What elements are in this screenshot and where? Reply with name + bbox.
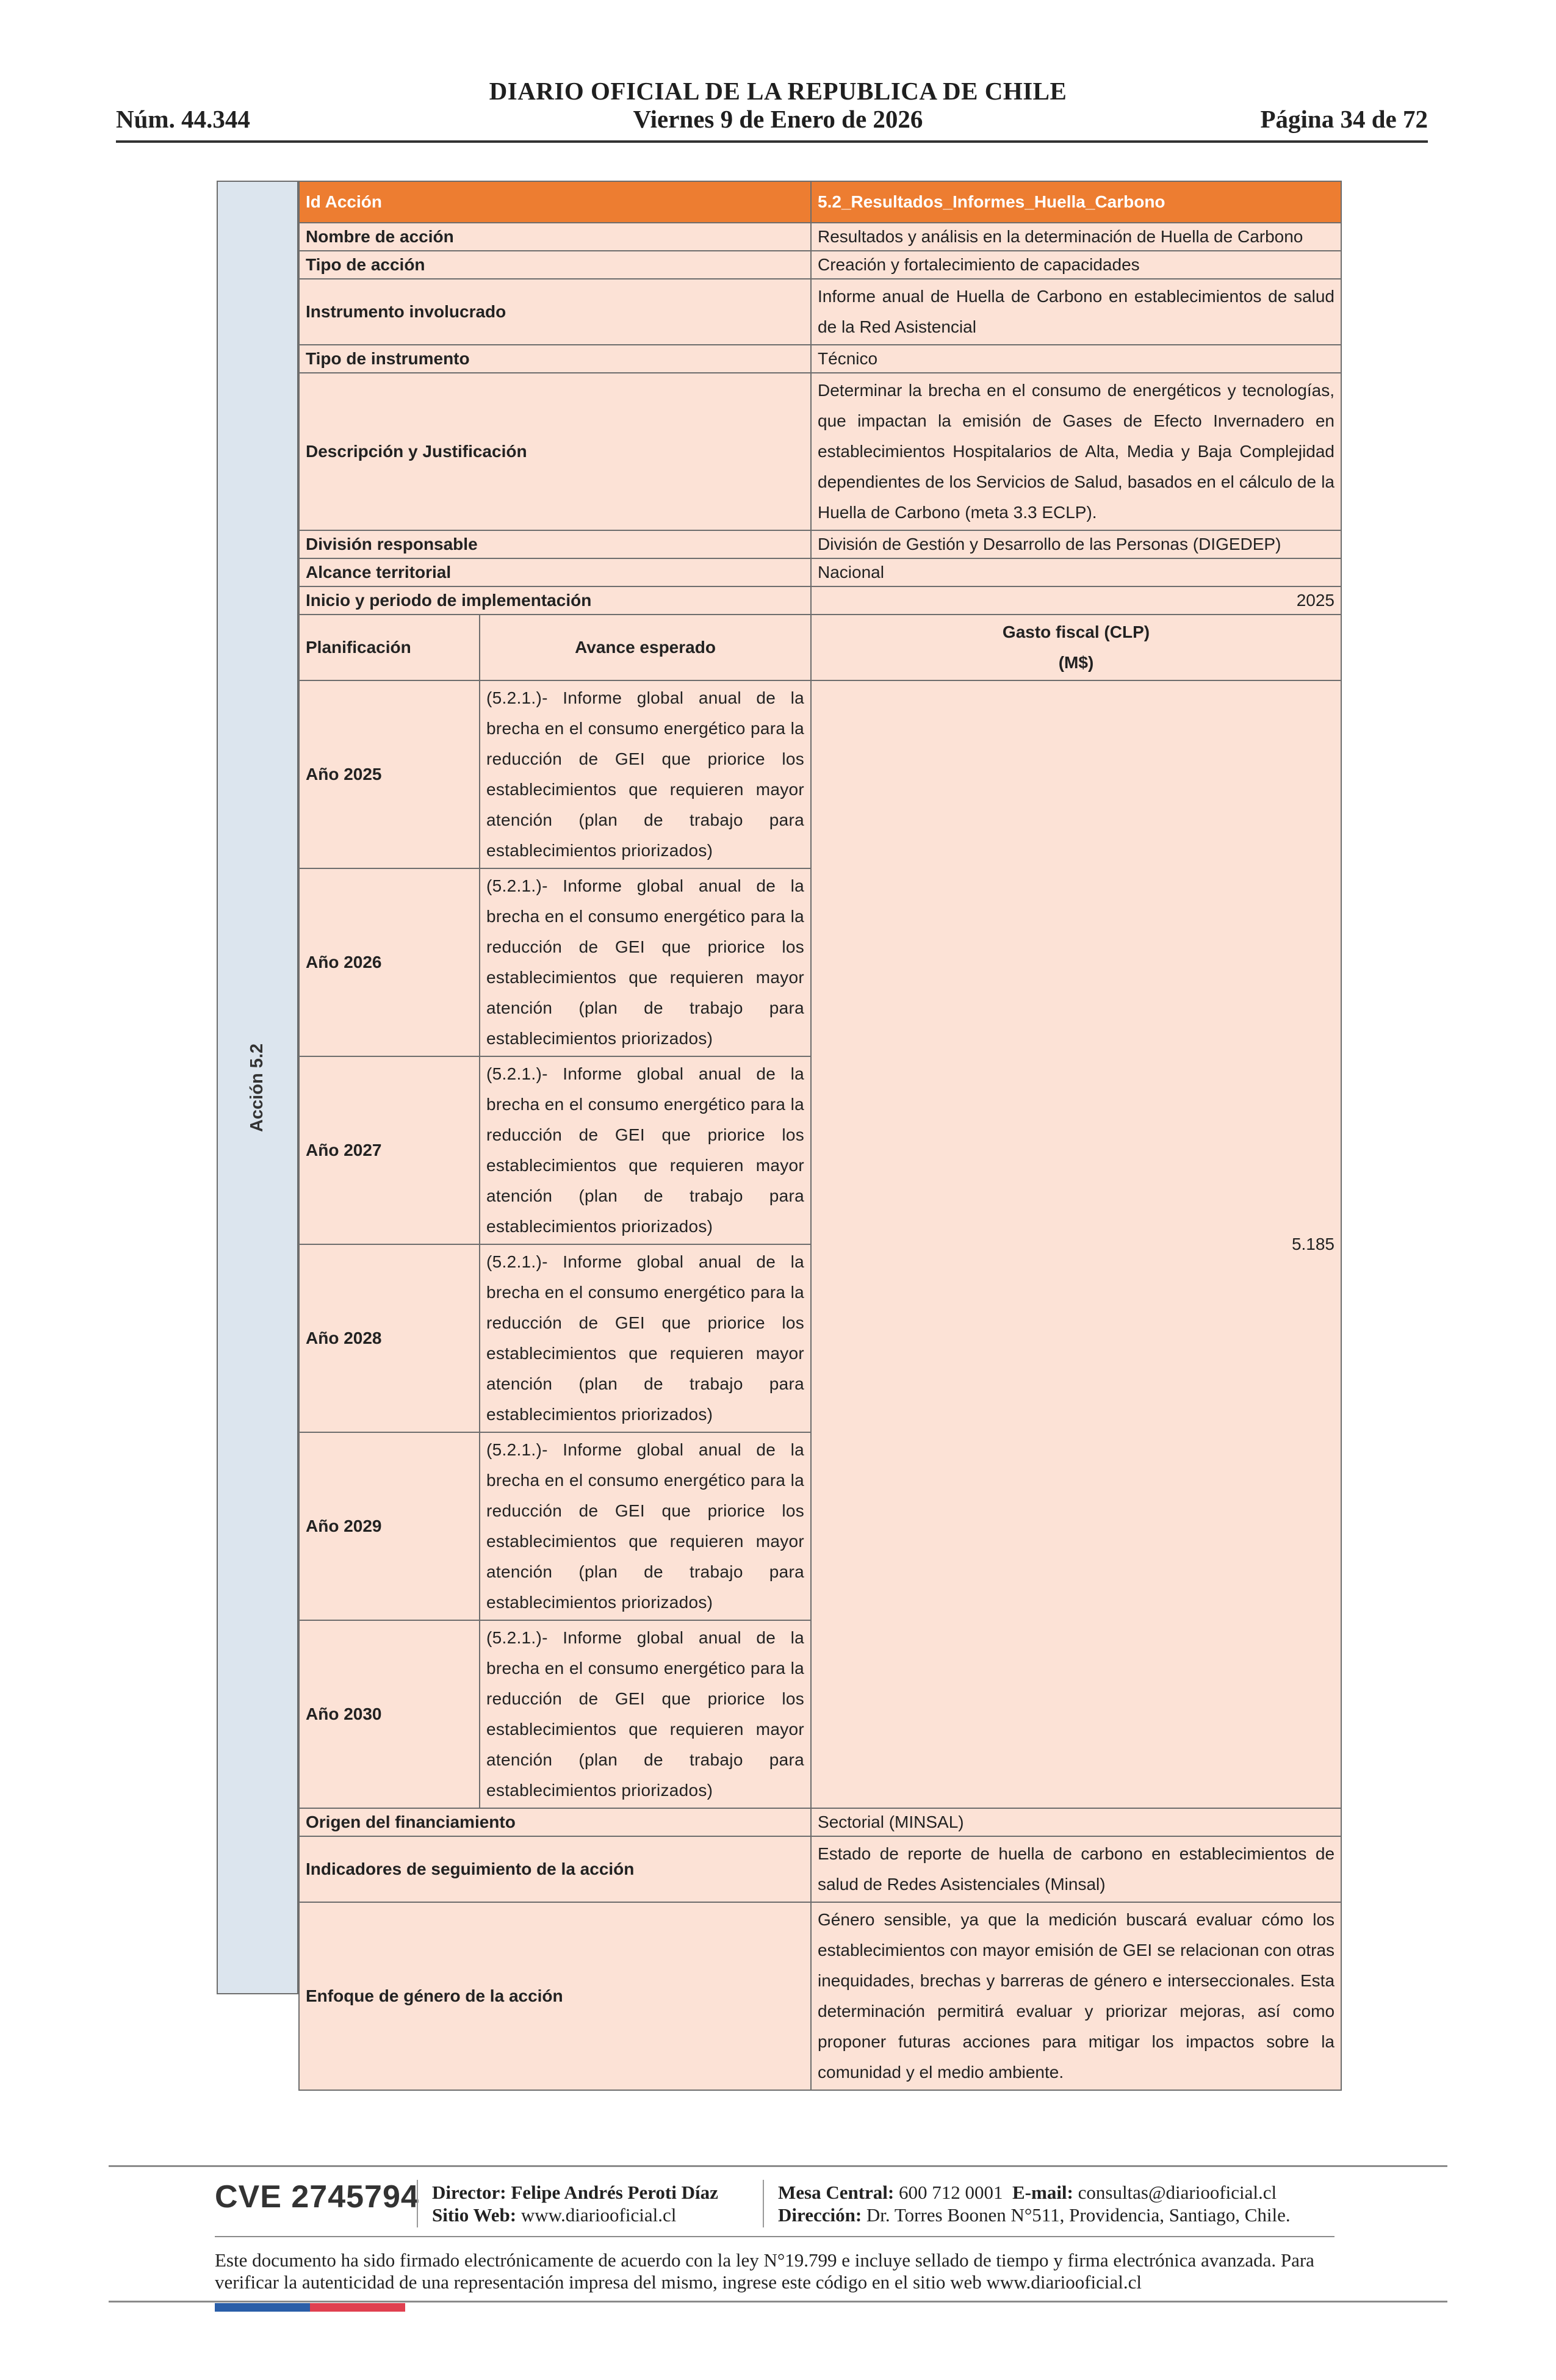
web-label: Sitio Web:: [432, 2204, 517, 2226]
director-label: Director:: [432, 2182, 506, 2203]
gender-value: Género sensible, ya que la medición buscará evaluar cómo los establecimientos con mayor emisión de GEI se relacionan con otras inequidades, brechas y barreras de género e interseccionales. Esta determinación permitirá evaluar y priorizar mejoras, así como proponer futuras acciones para mitigar los impactos sobre la comunidad y el medio ambiente.: [811, 1902, 1341, 2090]
table-row: [299, 1808, 1341, 1836]
phone-label: Mesa Central:: [778, 2182, 895, 2203]
year-label: Año 2025: [299, 680, 480, 868]
page-number: Página 34 de 72: [1260, 105, 1428, 133]
table-row: [299, 251, 1341, 279]
address-label: Dirección:: [778, 2204, 862, 2226]
table-row: [299, 1836, 1341, 1902]
issue-date: Viernes 9 de Enero de 2026: [633, 105, 923, 133]
id-label: Id Acción: [299, 181, 811, 223]
email-label: E-mail:: [1012, 2182, 1073, 2203]
row-value: Determinar la brecha en el consumo de energéticos y tecnologías, que impactan la emisión de Gases de Efecto Invernadero en establecimientos Hospitalarios de Alta, Media y Baja Complejidad dependientes de los Servicios de Salud, basados en el cálculo de la Huella de Carbono (meta 3.3 ECLP).: [811, 373, 1341, 530]
year-progress: (5.2.1.)- Informe global anual de la brecha en el consumo energético para la reducción de GEI que priorice los establecimientos que requieren mayor atención (plan de trabajo para establecimientos priorizados): [480, 680, 811, 868]
year-progress: (5.2.1.)- Informe global anual de la brecha en el consumo energético para la reducción de GEI que priorice los establecimientos que requieren mayor atención (plan de trabajo para establecimientos priorizados): [480, 868, 811, 1056]
row-label: Nombre de acción: [299, 223, 811, 251]
footer-divider-top: [109, 2165, 1447, 2167]
phone-value: 600 712 0001: [899, 2182, 1003, 2203]
action-table: [298, 181, 1342, 2091]
year-progress: (5.2.1.)- Informe global anual de la brecha en el consumo energético para la reducción de GEI que priorice los establecimientos que requieren mayor atención (plan de trabajo para establecimientos priorizados): [480, 1432, 811, 1620]
row-label: Alcance territorial: [299, 558, 811, 586]
year-label: Año 2028: [299, 1244, 480, 1432]
fiscal-header: [811, 615, 1341, 680]
indicators-label: Indicadores de seguimiento de la acción: [299, 1836, 811, 1902]
footer-director-block: [432, 2181, 718, 2226]
flag-stripe-blue: [215, 2303, 310, 2312]
action-side-label: Acción 5.2: [247, 1043, 267, 1132]
row-label: Instrumento involucrado: [299, 279, 811, 345]
year-label: Año 2029: [299, 1432, 480, 1620]
fiscal-total: 5.185: [811, 680, 1341, 1808]
year-label: Año 2026: [299, 868, 480, 1056]
indicators-value: Estado de reporte de huella de carbono en establecimientos de salud de Redes Asistenciales (Minsal): [811, 1836, 1341, 1902]
expected-header: Avance esperado: [480, 615, 811, 680]
table-row: [299, 181, 1341, 223]
year-progress: (5.2.1.)- Informe global anual de la brecha en el consumo energético para la reducción de GEI que priorice los establecimientos que requieren mayor atención (plan de trabajo para establecimientos priorizados): [480, 1056, 811, 1244]
row-label: Tipo de instrumento: [299, 345, 811, 373]
table-row: [299, 558, 1341, 586]
address-value: Dr. Torres Boonen N°511, Providencia, Santiago, Chile.: [866, 2204, 1291, 2226]
start-label: Inicio y periodo de implementación: [299, 586, 811, 615]
table-row: [299, 373, 1341, 530]
year-progress: (5.2.1.)- Informe global anual de la brecha en el consumo energético para la reducción de GEI que priorice los establecimientos que requieren mayor atención (plan de trabajo para establecimientos priorizados): [480, 1244, 811, 1432]
table-row: [299, 586, 1341, 615]
start-value: 2025: [811, 586, 1341, 615]
year-row: [299, 680, 1341, 868]
funding-label: Origen del financiamiento: [299, 1808, 811, 1836]
gender-label: Enfoque de género de la acción: [299, 1902, 811, 2090]
row-value: Resultados y análisis en la determinación de Huella de Carbono: [811, 223, 1341, 251]
web-link[interactable]: www.diariooficial.cl: [520, 2204, 677, 2226]
table-row: [299, 1902, 1341, 2090]
row-value: División de Gestión y Desarrollo de las Personas (DIGEDEP): [811, 530, 1341, 558]
table-row: [299, 223, 1341, 251]
legal-notice: Este documento ha sido firmado electrónicamente de acuerdo con la ley N°19.799 e incluye sellado de tiempo y firma electrónica avanzada. Para verificar la autenticidad de una representación impresa del mismo, ingrese este código en el sitio web www.diariooficial.cl: [215, 2249, 1314, 2293]
cve-code: CVE 2745794: [215, 2179, 419, 2215]
fiscal-header-unit: (M$): [1058, 653, 1094, 672]
newspaper-title: DIARIO OFICIAL DE LA REPUBLICA DE CHILE: [489, 77, 1067, 105]
id-value: 5.2_Resultados_Informes_Huella_Carbono: [811, 181, 1341, 223]
row-value: Creación y fortalecimiento de capacidades: [811, 251, 1341, 279]
table-row: [299, 345, 1341, 373]
plan-header-row: [299, 615, 1341, 680]
row-label: Descripción y Justificación: [299, 373, 811, 530]
footer-separator: [763, 2180, 764, 2227]
header-divider: [116, 140, 1428, 143]
director-name: Felipe Andrés Peroti Díaz: [511, 2182, 718, 2203]
issue-number: Núm. 44.344: [116, 105, 250, 133]
year-label: Año 2027: [299, 1056, 480, 1244]
table-row: [299, 279, 1341, 345]
table-row: [299, 530, 1341, 558]
action-side-label-wrap: [217, 181, 298, 1994]
row-value: Informe anual de Huella de Carbono en establecimientos de salud de la Red Asistencial: [811, 279, 1341, 345]
row-value: Técnico: [811, 345, 1341, 373]
flag-stripe-red: [310, 2303, 405, 2312]
row-label: Tipo de acción: [299, 251, 811, 279]
email-link[interactable]: consultas@diariooficial.cl: [1078, 2182, 1277, 2203]
year-progress: (5.2.1.)- Informe global anual de la brecha en el consumo energético para la reducción de GEI que priorice los establecimientos que requieren mayor atención (plan de trabajo para establecimientos priorizados): [480, 1620, 811, 1808]
footer-divider-mid: [215, 2236, 1334, 2237]
footer-divider-bottom: [109, 2301, 1447, 2302]
row-label: División responsable: [299, 530, 811, 558]
planning-header: Planificación: [299, 615, 480, 680]
footer-contact-block: [778, 2181, 1291, 2226]
year-label: Año 2030: [299, 1620, 480, 1808]
footer-separator: [417, 2180, 418, 2227]
fiscal-header-label: Gasto fiscal (CLP): [1002, 622, 1150, 641]
row-value: Nacional: [811, 558, 1341, 586]
funding-value: Sectorial (MINSAL): [811, 1808, 1341, 1836]
